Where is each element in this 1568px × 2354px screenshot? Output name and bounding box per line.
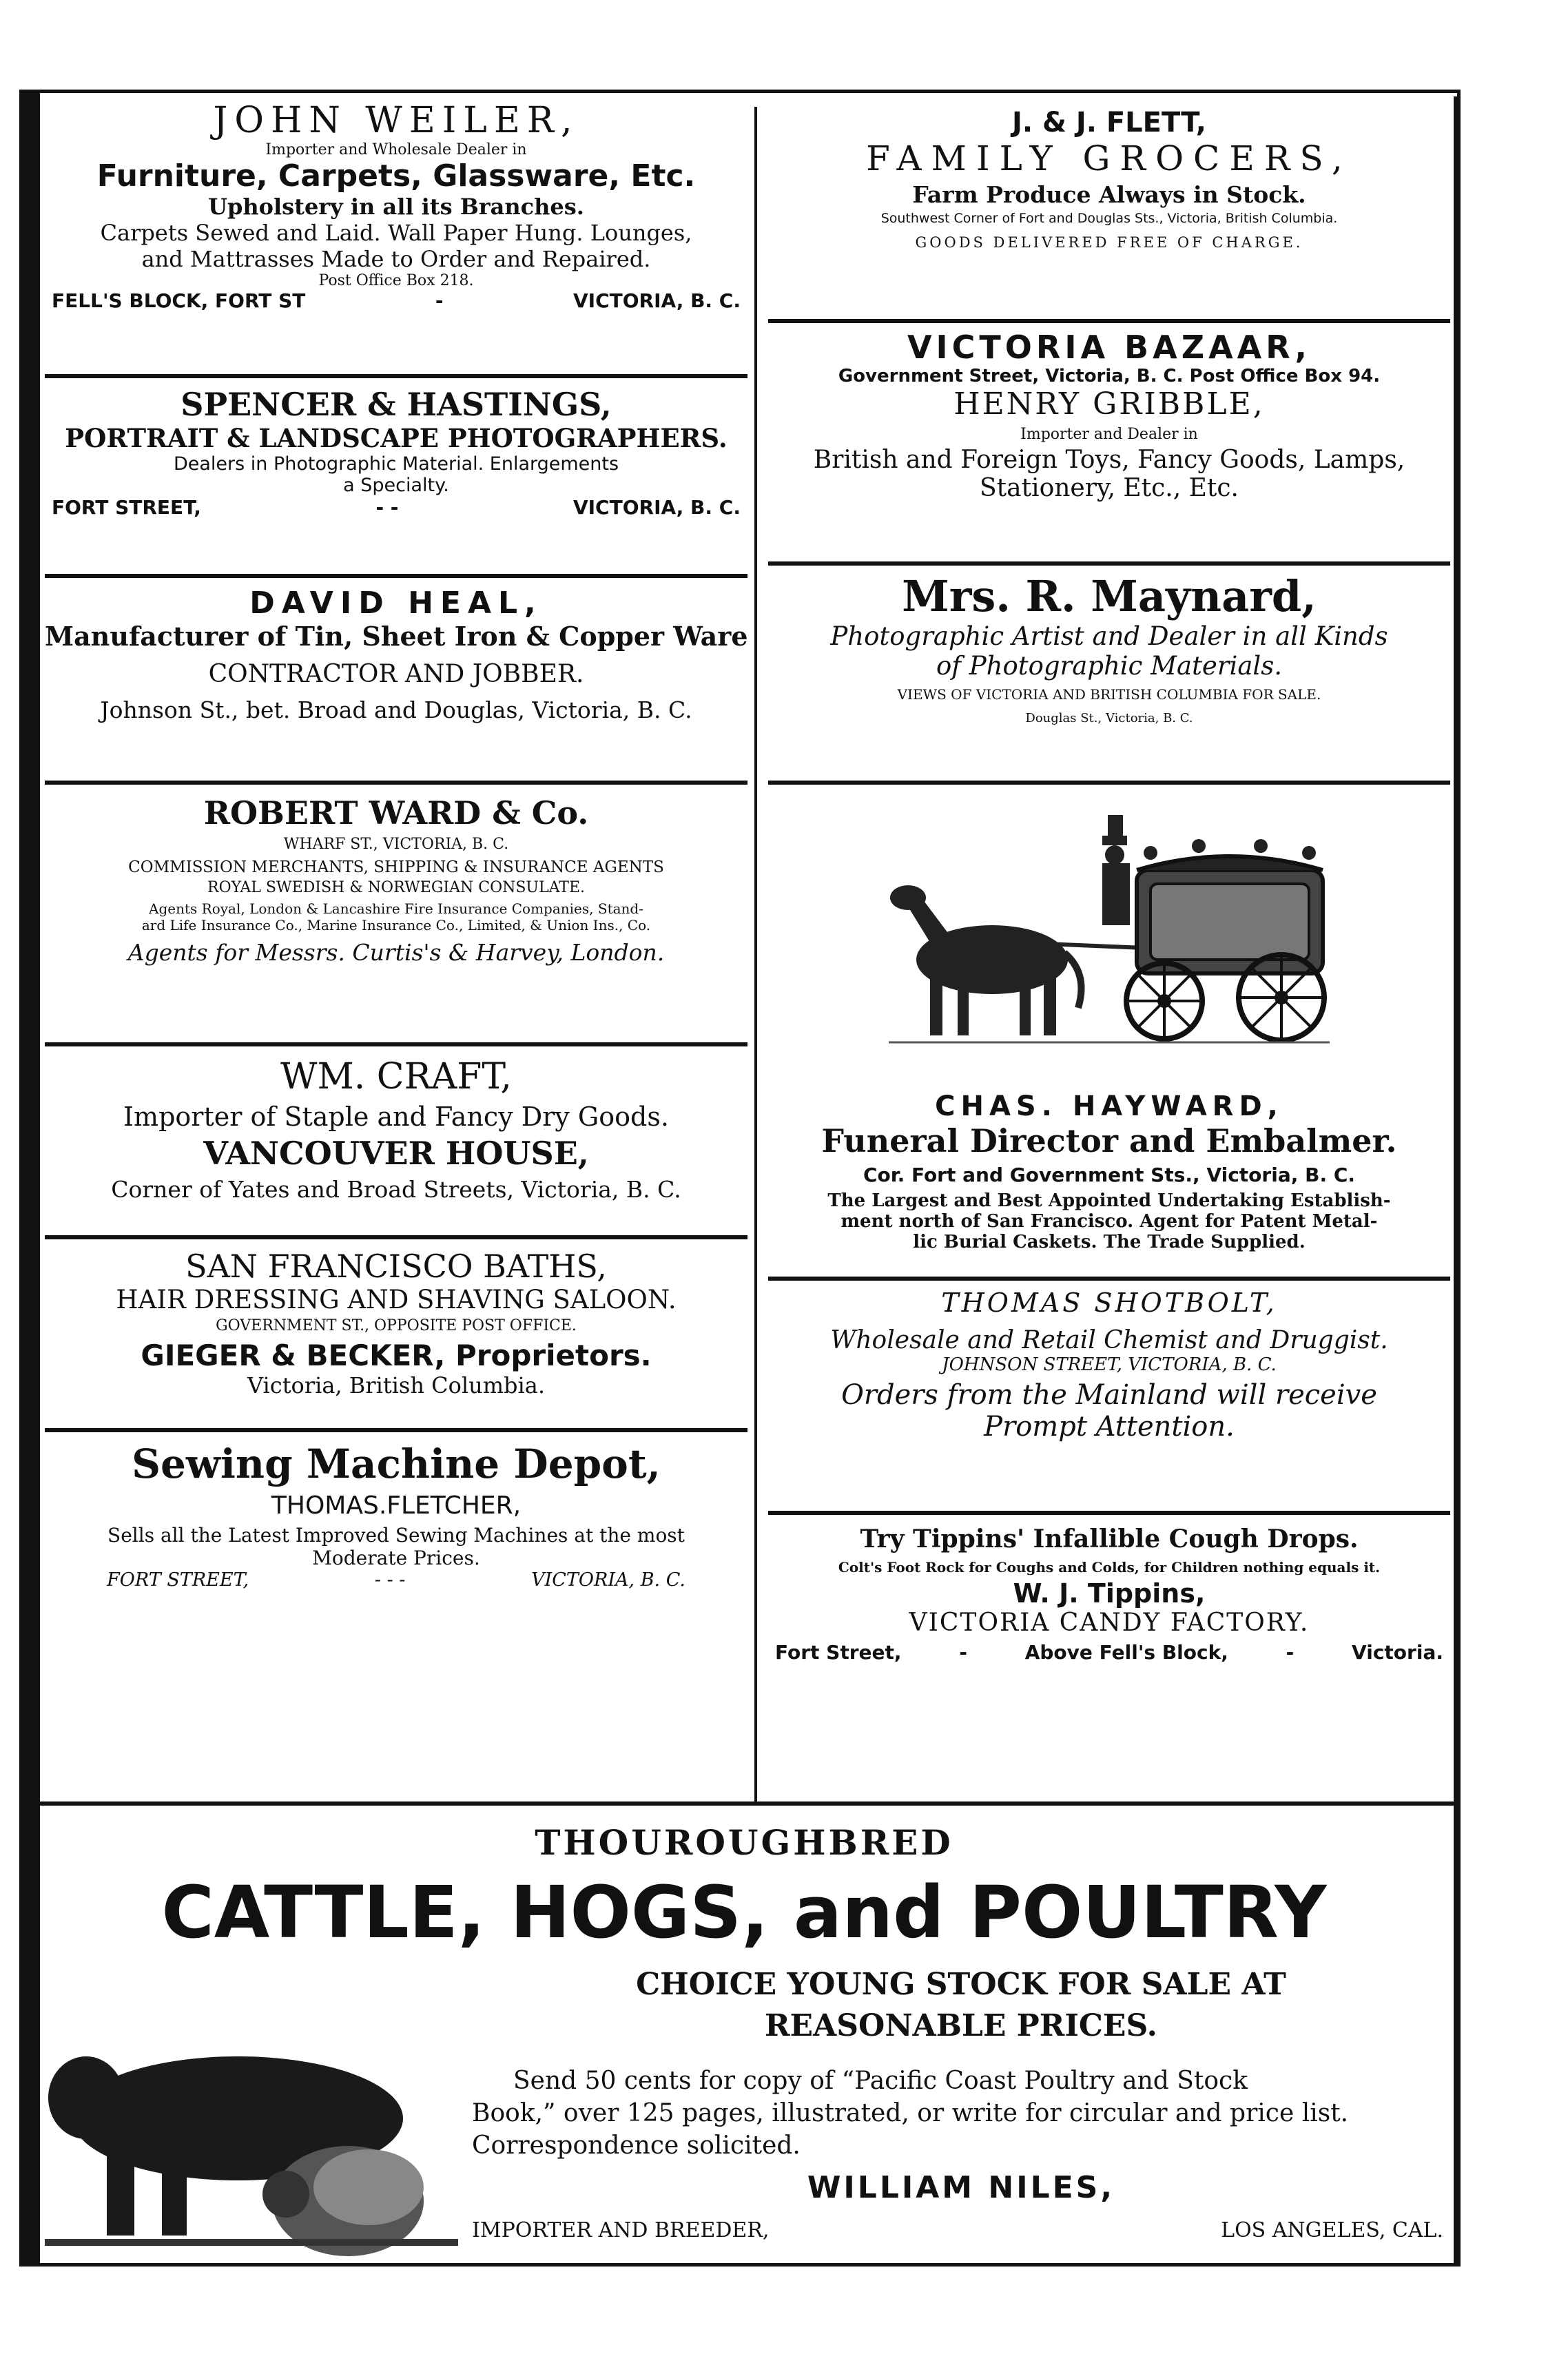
rule	[768, 561, 1450, 566]
maynard-line1: Photographic Artist and Dealer in all Kinds	[830, 621, 1388, 651]
sewing-name: Sewing Machine Depot,	[132, 1441, 661, 1487]
baths-name: SAN FRANCISCO BATHS,	[185, 1248, 607, 1285]
rule	[45, 1428, 747, 1432]
baths-line2: GOVERNMENT ST., OPPOSITE POST OFFICE.	[216, 1317, 577, 1334]
bazaar-headline: HENRY GRIBBLE,	[953, 386, 1265, 422]
ward-line6: Agents for Messrs. Curtis's & Harvey, London.	[127, 939, 665, 966]
ad-victoria-bazaar	[768, 329, 1450, 502]
maynard-line3: VIEWS OF VICTORIA AND BRITISH COLUMBIA FOR SALE.	[897, 686, 1321, 703]
craft-name: WM. CRAFT,	[280, 1056, 512, 1097]
ward-name: ROBERT WARD & Co.	[203, 794, 589, 832]
bazaar-line4: Stationery, Etc., Etc.	[980, 474, 1239, 502]
ad-san-francisco-baths	[45, 1248, 747, 1398]
weiler-pobox: Post Office Box 218.	[318, 272, 474, 289]
rule	[45, 1235, 747, 1239]
niles-line4: Book,” over 125 pages, illustrated, or write for circular and price list.	[472, 2099, 1349, 2127]
rule	[31, 1801, 1457, 1806]
weiler-subtitle: Importer and Wholesale Dealer in	[265, 141, 527, 158]
ad-chas-hayward	[768, 794, 1450, 1252]
shotbolt-name: THOMAS SHOTBOLT,	[941, 1288, 1277, 1318]
flett-line2: Southwest Corner of Fort and Douglas Sts., Victoria, British Columbia.	[880, 211, 1338, 226]
weiler-address-right: VICTORIA, B. C.	[572, 289, 741, 312]
niles-line2: REASONABLE PRICES.	[764, 2008, 1157, 2043]
ad-john-weiler	[45, 100, 747, 312]
niles-line5: Correspondence solicited.	[472, 2131, 801, 2160]
rule	[45, 781, 747, 785]
column-divider	[754, 107, 757, 1801]
spencer-address	[45, 496, 747, 519]
weiler-line3: and Mattrasses Made to Order and Repaired.	[141, 246, 651, 272]
spencer-line2: a Specialty.	[343, 475, 449, 496]
tippins-name: Try Tippins' Infallible Cough Drops.	[860, 1525, 1359, 1553]
bazaar-name: VICTORIA BAZAAR,	[907, 329, 1312, 366]
flett-line1: Farm Produce Always in Stock.	[912, 181, 1306, 208]
sewing-line1: THOMAS.FLETCHER,	[271, 1491, 522, 1520]
tippins-address-left: Fort Street,	[775, 1641, 902, 1664]
shotbolt-line4: Prompt Attention.	[984, 1411, 1235, 1443]
baths-line3: Victoria, British Columbia.	[247, 1372, 546, 1398]
rule	[768, 1511, 1450, 1515]
tippins-address	[768, 1641, 1450, 1664]
tippins-line2: VICTORIA CANDY FACTORY.	[909, 1609, 1310, 1637]
niles-line3: Send 50 cents for copy of “Pacific Coast Poultry and Stock	[513, 2067, 1248, 2095]
weiler-address-left: FELL'S BLOCK, FORT ST	[52, 289, 306, 312]
advertisement-page	[28, 90, 1461, 2267]
baths-line1: HAIR DRESSING AND SHAVING SALOON.	[116, 1285, 677, 1314]
hayward-name: CHAS. HAYWARD,	[935, 1091, 1283, 1122]
sewing-line2: Sells all the Latest Improved Sewing Machines at the most	[107, 1524, 685, 1547]
bazaar-line1: Government Street, Victoria, B. C. Post Office Box 94.	[838, 366, 1381, 386]
flett-name: J. & J. FLETT,	[1012, 107, 1206, 138]
sewing-address-dash: - - -	[374, 1569, 406, 1591]
rule	[45, 574, 747, 578]
sewing-address-right: VICTORIA, B. C.	[531, 1569, 685, 1591]
sewing-line3: Moderate Prices.	[312, 1547, 480, 1569]
maynard-name: Mrs. R. Maynard,	[902, 571, 1317, 621]
weiler-address	[45, 289, 747, 312]
tippins-headline: W. J. Tippins,	[1013, 1578, 1206, 1609]
flett-headline: FAMILY GROCERS,	[866, 138, 1352, 178]
rule	[45, 1042, 747, 1046]
niles-headline: CATTLE, HOGS, and POULTRY	[161, 1870, 1327, 1954]
craft-headline: VANCOUVER HOUSE,	[203, 1135, 589, 1172]
niles-address-right: LOS ANGELES, CAL.	[1221, 2218, 1443, 2242]
weiler-line2: Carpets Sewed and Laid. Wall Paper Hung. Lounges,	[100, 220, 692, 246]
tippins-line1: Colt's Foot Rock for Coughs and Colds, for Children nothing equals it.	[838, 1559, 1381, 1576]
rule	[768, 781, 1450, 785]
ward-line1: WHARF ST., VICTORIA, B. C.	[283, 836, 509, 853]
tippins-address-mid: Above Fell's Block,	[1024, 1641, 1228, 1664]
ward-line3: ROYAL SWEDISH & NORWEGIAN CONSULATE.	[207, 879, 585, 896]
ad-sewing-machine-depot	[45, 1441, 747, 1591]
niles-name: WILLIAM NILES,	[807, 2170, 1115, 2205]
spencer-address-dash: - -	[375, 496, 399, 519]
ad-william-niles	[31, 1808, 1457, 2263]
heal-line2: CONTRACTOR AND JOBBER.	[208, 660, 584, 688]
ad-wm-craft	[45, 1056, 747, 1203]
hearse-carriage-illustration	[889, 794, 1330, 1056]
shotbolt-line1: Wholesale and Retail Chemist and Druggist.	[830, 1326, 1388, 1354]
hayward-line4: lic Burial Caskets. The Trade Supplied.	[913, 1232, 1306, 1252]
ad-mrs-maynard	[768, 571, 1450, 725]
maynard-line2: of Photographic Materials.	[936, 651, 1282, 681]
spencer-name: SPENCER & HASTINGS,	[180, 386, 612, 423]
weiler-name: JOHN WEILER,	[213, 100, 579, 141]
flett-line3: GOODS DELIVERED FREE OF CHARGE.	[915, 234, 1303, 251]
shotbolt-line2: JOHNSON STREET, VICTORIA, B. C.	[942, 1354, 1277, 1375]
tippins-address-dash2: -	[1286, 1641, 1294, 1664]
rule	[768, 319, 1450, 323]
ad-david-heal	[45, 586, 747, 723]
niles-address-left: IMPORTER AND BREEDER,	[472, 2218, 770, 2242]
ad-thomas-shotbolt	[768, 1288, 1450, 1443]
ward-line2: COMMISSION MERCHANTS, SHIPPING & INSURANCE AGENTS	[128, 858, 664, 876]
sewing-address-left: FORT STREET,	[107, 1569, 249, 1591]
weiler-line1: Upholstery in all its Branches.	[208, 194, 584, 220]
rule	[45, 374, 747, 378]
bull-and-sheep-illustration	[45, 2036, 458, 2263]
weiler-headline: Furniture, Carpets, Glassware, Etc.	[96, 158, 696, 194]
ad-robert-ward	[45, 794, 747, 966]
hayward-headline: Funeral Director and Embalmer.	[821, 1122, 1397, 1159]
bazaar-line3: British and Foreign Toys, Fancy Goods, Lamps,	[813, 446, 1405, 474]
baths-headline: GIEGER & BECKER, Proprietors.	[141, 1339, 652, 1372]
spencer-line1: Dealers in Photographic Material. Enlargements	[173, 453, 619, 475]
ad-flett	[768, 107, 1450, 251]
hayward-line3: ment north of San Francisco. Agent for Patent Metal-	[840, 1211, 1378, 1232]
bazaar-line2: Importer and Dealer in	[1020, 426, 1198, 443]
ward-line4: Agents Royal, London & Lancashire Fire Insurance Companies, Stand-	[149, 900, 643, 917]
ad-tippins	[768, 1525, 1450, 1664]
ward-line5: ard Life Insurance Co., Marine Insurance Co., Limited, & Union Ins., Co.	[141, 917, 651, 933]
niles-line1: CHOICE YOUNG STOCK FOR SALE AT	[636, 1967, 1286, 2002]
weiler-address-dash: -	[435, 289, 444, 312]
spencer-headline: PORTRAIT & LANDSCAPE PHOTOGRAPHERS.	[65, 423, 728, 453]
tippins-address-dash1: -	[959, 1641, 967, 1664]
shotbolt-line3: Orders from the Mainland will receive	[841, 1379, 1377, 1411]
spencer-address-left: FORT STREET,	[52, 496, 201, 519]
hayward-line2: The Largest and Best Appointed Undertaking Establish-	[827, 1190, 1391, 1211]
niles-kicker: THOUROUGHBRED	[535, 1822, 953, 1863]
heal-line1: Manufacturer of Tin, Sheet Iron & Copper Ware	[45, 621, 747, 652]
ad-spencer-hastings	[45, 386, 747, 519]
craft-line2: Corner of Yates and Broad Streets, Victoria, B. C.	[111, 1176, 681, 1203]
spencer-address-right: VICTORIA, B. C.	[572, 496, 741, 519]
hayward-line1: Cor. Fort and Government Sts., Victoria, B. C.	[863, 1164, 1356, 1186]
sewing-address	[45, 1569, 747, 1591]
tippins-address-right: Victoria.	[1352, 1641, 1443, 1664]
heal-line3: Johnson St., bet. Broad and Douglas, Victoria, B. C.	[100, 696, 692, 723]
craft-line1: Importer of Staple and Fancy Dry Goods.	[123, 1102, 669, 1132]
heal-name: DAVID HEAL,	[249, 586, 543, 621]
maynard-line4: Douglas St., Victoria, B. C.	[1025, 711, 1193, 725]
rule	[768, 1277, 1450, 1281]
